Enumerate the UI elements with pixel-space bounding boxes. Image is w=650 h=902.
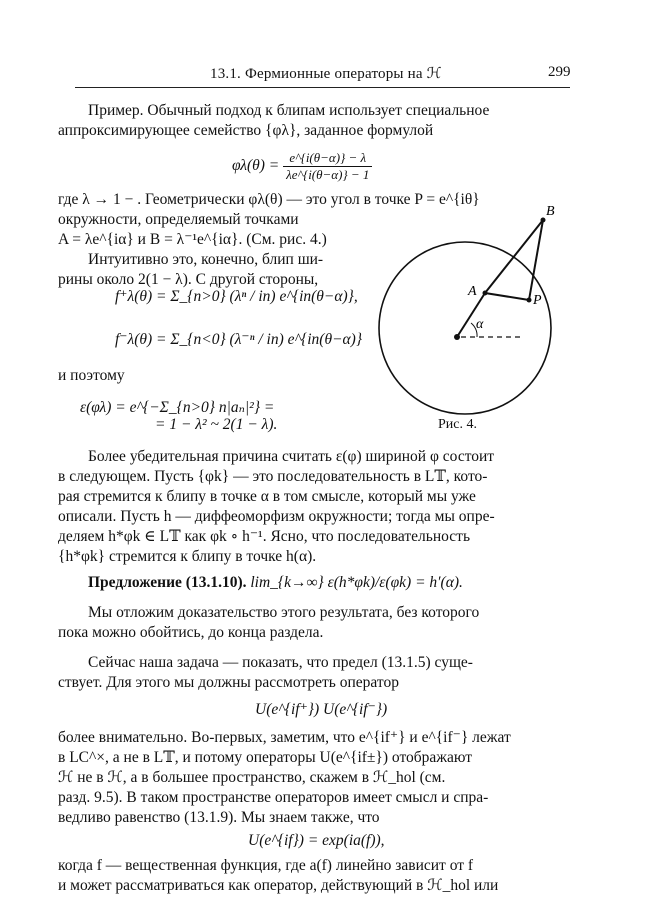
equation-U-product: U(e^{if⁺}) U(e^{if⁻}) (255, 701, 388, 718)
page-number: 299 (548, 64, 571, 80)
text-line: Более убедительная причина считать ε(φ) шириной φ состоит (88, 448, 495, 465)
equation-epsilon-1: ε(φλ) = e^{−Σ_{n>0} n|aₙ|²} = (80, 399, 275, 416)
text-line: в следующем. Пусть {φk} — это последовательность в L𝕋, кото- (58, 468, 488, 485)
text-line: когда f — вещественная функция, где a(f) линейно зависит от f (58, 857, 474, 874)
text-line: Интуитивно это, конечно, блип ши- (88, 251, 324, 268)
label-B: B (546, 204, 555, 219)
text-line: пока можно обойтись, до конца раздела. (58, 624, 324, 641)
text-line: A = λe^{iα} и B = λ⁻¹e^{iα}. (См. рис. 4.) (58, 231, 327, 248)
point-B (541, 218, 546, 223)
equation-epsilon-2: = 1 − λ² ~ 2(1 − λ). (155, 416, 278, 433)
segment-A-B (485, 220, 543, 293)
equation-f-minus: f⁻λ(θ) = Σ_{n<0} (λ⁻ⁿ / in) e^{in(θ−α)} (115, 331, 363, 348)
text-line: Пример. Обычный подход к блипам использует специальное (88, 102, 490, 119)
point-P (527, 298, 532, 303)
fraction-numerator: e^{i(θ−α)} − λ (283, 150, 372, 167)
equation-lhs: φλ(θ) = (232, 157, 280, 175)
text-line: рины около 2(1 − λ). С другой стороны, (58, 271, 319, 288)
text-line: деляем h*φk ∈ L𝕋 как φk ∘ h⁻¹. Ясно, что последовательность (58, 528, 471, 545)
text-line: ℋ не в ℋ, а в большее пространство, скажем в ℋ_hol (см. (58, 769, 446, 786)
text-line: рая стремится к блипу в точке α в том смысле, который мы уже (58, 488, 476, 505)
text-line: описали. Пусть h — диффеоморфизм окружности; тогда мы опре- (58, 508, 495, 525)
text-line: и может рассматриваться как оператор, действующий в ℋ_hol или (58, 877, 499, 894)
text-line: аппроксимирующее семейство {φλ}, заданное формулой (58, 122, 434, 139)
unit-circle (379, 242, 551, 414)
segment-A-P (485, 293, 529, 300)
figure-caption: Рис. 4. (438, 417, 477, 432)
fraction-denominator: λe^{i(θ−α)} − 1 (286, 167, 370, 182)
equation-U-exp: U(e^{if}) = exp(ia(f)), (248, 832, 385, 849)
running-header: 13.1. Фермионные операторы на ℋ (210, 66, 442, 82)
proposition (88, 573, 463, 593)
text-line: {h*φk} стремится к блипу в точке h(α). (58, 548, 317, 565)
text-line: где λ → 1 − . Геометрически φλ(θ) — это угол в точке P = e^{iθ} (58, 191, 480, 208)
text-line: в LC^×, а не в L𝕋, и потому операторы U(e^{if±}) отображают (58, 749, 473, 766)
text-line: ведливо равенство (13.1.9). Мы знаем также, что (58, 809, 380, 826)
text-line: разд. 9.5). В таком пространстве операторов имеет смысл и спра- (58, 789, 489, 806)
point-A (483, 291, 488, 296)
text-line: ствует. Для этого мы должны рассмотреть оператор (58, 674, 399, 691)
equation-phi (232, 150, 372, 183)
text-line: окружности, определяемый точками (58, 211, 299, 228)
text-line: Мы отложим доказательство этого результата, без которого (88, 604, 480, 621)
origin-point (454, 334, 460, 340)
text-line: Сейчас наша задача — показать, что предел (13.1.5) суще- (88, 654, 473, 671)
equation-f-plus: f⁺λ(θ) = Σ_{n>0} (λⁿ / in) e^{in(θ−α)}, (115, 288, 358, 305)
label-P: P (533, 293, 542, 308)
equation-fraction (283, 150, 372, 183)
header-rule (75, 87, 570, 88)
text-line: более внимательно. Во-первых, заметим, что e^{if⁺} и e^{if⁻} лежат (58, 729, 511, 746)
label-A: A (468, 284, 477, 299)
proposition-formula: lim_{k→∞} ε(h*φk)/ε(φk) = h′(α). (250, 574, 463, 591)
figure-4 (370, 200, 570, 425)
text-line: и поэтому (58, 367, 125, 384)
label-alpha: α (476, 317, 484, 332)
proposition-label: Предложение (13.1.10). (88, 574, 247, 591)
